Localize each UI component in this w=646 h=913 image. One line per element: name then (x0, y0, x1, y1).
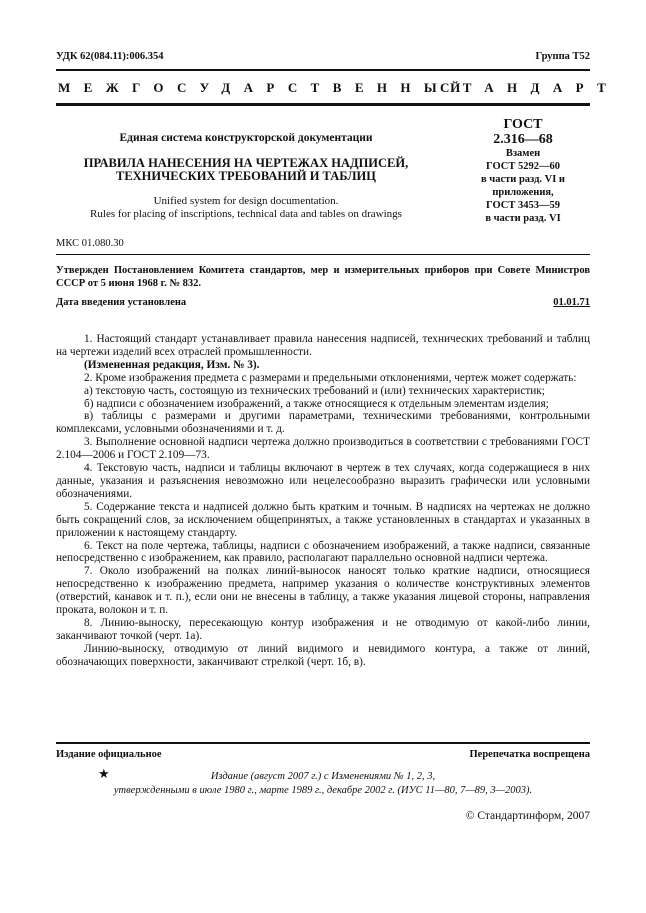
english-title-line-1: Unified system for design documentation. (153, 195, 339, 207)
gost-replaces-line: ГОСТ 3453—59 (486, 200, 560, 211)
copyright: © Стандартинформ, 2007 (465, 810, 590, 822)
udk-code: УДК 62(084.11):006.354 (56, 51, 164, 62)
paragraph: 1. Настоящий стандарт устанавливает правила нанесения надписей, технических требований и таблиц на чертежи изделий всех отраслей промышленности. (56, 333, 590, 358)
banner-rule (56, 103, 590, 106)
gost-replaces-line: в части разд. VI (485, 213, 561, 224)
approval-statement: Утвержден Постановлением Комитета стандартов, мер и измерительных приборов при Совете Министров СССР от 5 июня 1968 г. № 832. (56, 265, 590, 289)
group-code: Группа Т52 (535, 51, 590, 62)
star-icon: ★ (98, 766, 110, 781)
paragraph: в) таблицы с размерами и другими параметрами, техническими требованиями, контрольными комплексами, условными обозначениями и т. д. (56, 410, 590, 436)
banner-interstate: МЕЖГОСУДАРСТВЕННЫЙ (58, 80, 474, 95)
top-rule (56, 69, 590, 71)
mks-code: МКС 01.080.30 (56, 238, 124, 249)
paragraph: 5. Содержание текста и надписей должно быть кратким и точным. В надписях на чертежах не должно быть сокращений слов, за исключением общепринятых, а также установленных в стандартах и указанных в приложении к настоящему стандарту. (56, 500, 590, 539)
paragraph: а) текстовую часть, состоящую из технических требований и (или) технических характеристик; (84, 384, 545, 397)
mks-rule (56, 254, 590, 255)
gost-replaces-line: ГОСТ 5292—60 (486, 161, 560, 172)
paragraph-amendment: (Измененная редакция, Изм. № 3). (84, 358, 260, 371)
paragraph: 2. Кроме изображения предмета с размерами и предельными отклонениями, чертеж может содержать: (84, 371, 577, 384)
gost-label: ГОСТ (503, 117, 543, 132)
paragraph: 6. Текст на поле чертежа, таблицы, надписи с обозначением изображений, а также надписи, связанные непосредственно с изображением, как правило, располагают параллельно основной надписи чертежа. (56, 539, 590, 565)
paragraph: 7. Около изображений на полках линий-выносок наносят только краткие надписи, относящиеся непосредственно к изображению предмета, например указания о количестве конструктивных элементов (отверстий, канавок и т. п.), если они не внесены в таблицу, а также указания лицевой стороны, направления проката, волокон и т. п. (56, 565, 590, 617)
paragraph: б) надписи с обозначением изображений, а также относящиеся к отдельным элементам изделия; (84, 397, 549, 410)
paragraph: 3. Выполнение основной надписи чертежа должно производиться в соответствии с требованиями ГОСТ 2.104—2006 и ГОСТ 2.109—73. (56, 436, 590, 462)
edition-info-line-1: Издание (август 2007 г.) с Изменениями № 1, 2, 3, (210, 771, 436, 782)
gost-designation (450, 117, 596, 225)
paragraph: Линию-выноску, отводимую от линий видимого и невидимого контура, а также от линий, обозначающих поверхности, заканчивают стрелкой (черт. 1б, в). (56, 642, 590, 668)
edition-info-line-2: утвержденными в июле 1980 г., марте 1989 г., декабре 2002 г. (ИУС 11—80, 7—89, 3—2003). (113, 785, 533, 796)
gost-replaces-line: приложения, (492, 187, 554, 198)
banner-standard: СТАНДАРТ (440, 80, 620, 95)
intro-date-value: 01.01.71 (553, 297, 590, 308)
body-text (56, 333, 590, 669)
reprint-prohibited: Перепечатка воспрещена (469, 749, 590, 760)
footer-rule (56, 742, 590, 744)
english-title-line-2: Rules for placing of inscriptions, technical data and tables on drawings (90, 208, 402, 220)
system-name: Единая система конструкторской документации (119, 132, 373, 144)
paragraph: 4. Текстовую часть, надписи и таблицы включают в чертеж в тех случаях, когда содержащиеся в них данные, указания и разъяснения невозможно или нецелесообразно выразить графически или условными обозначениями. (56, 462, 590, 500)
title-line-2: ТЕХНИЧЕСКИХ ТРЕБОВАНИЙ И ТАБЛИЦ (115, 169, 376, 183)
official-edition: Издание официальное (56, 749, 162, 760)
title-line-1: ПРАВИЛА НАНЕСЕНИЯ НА ЧЕРТЕЖАХ НАДПИСЕЙ, (83, 156, 409, 170)
gost-replaces-line: в части разд. VI и (481, 174, 565, 185)
gost-replaces-line: Взамен (505, 148, 541, 159)
intro-date-label: Дата введения установлена (56, 297, 187, 308)
paragraph: 8. Линию-выноску, пересекающую контур изображения и не отводимую от какой-либо линии, заканчивают точкой (черт. 1а). (56, 616, 590, 642)
gost-number: 2.316—68 (493, 132, 553, 147)
